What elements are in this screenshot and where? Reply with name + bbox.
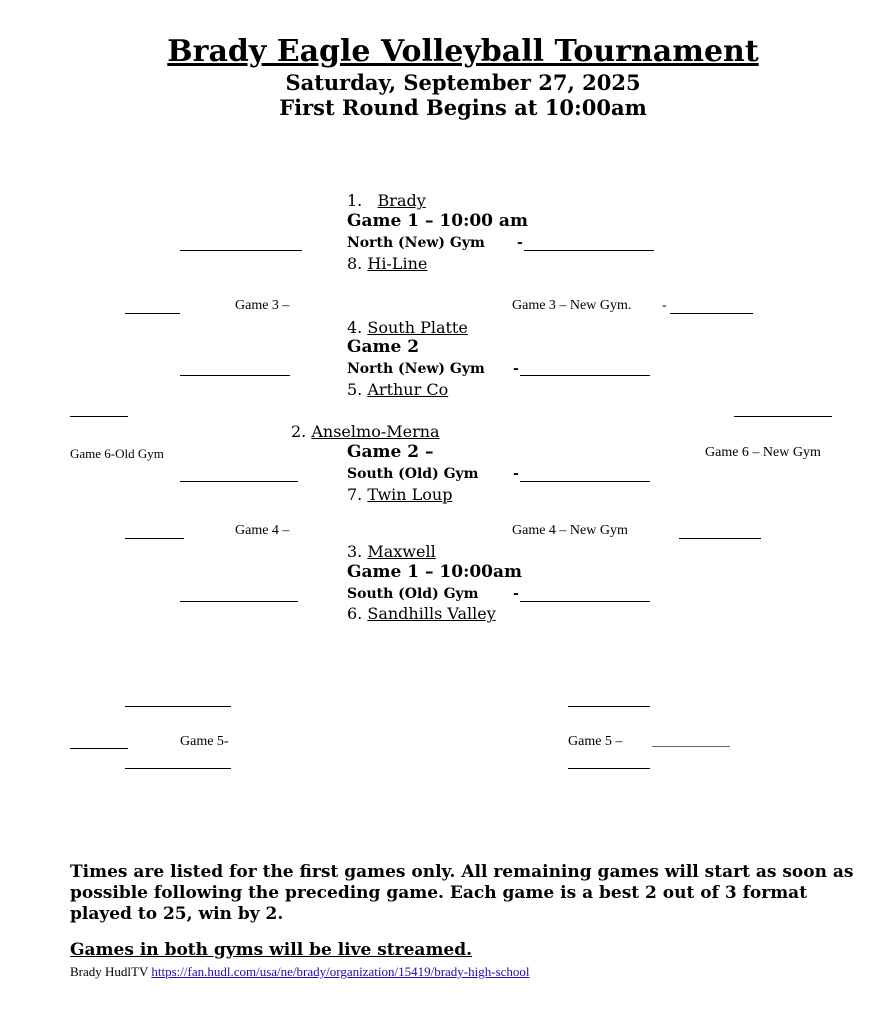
match-1-gym: North (New) Gym xyxy=(347,235,485,251)
game5-left-label: Game 5- xyxy=(180,734,229,749)
match-2-right-line xyxy=(520,375,650,376)
game5-right-label: Game 5 – xyxy=(568,734,623,749)
match-4-dash: - xyxy=(513,586,519,602)
match-4-game: Game 1 – 10:00am xyxy=(347,562,523,582)
match-1-team-b: 8. Hi-Line xyxy=(347,254,428,273)
game5-left-bottom-line xyxy=(125,768,231,769)
match-4-gym: South (Old) Gym xyxy=(347,586,479,602)
game4-right-label: Game 4 – New Gym xyxy=(512,523,628,538)
game4-right-line xyxy=(679,538,761,539)
match-4-team-a: 3. Maxwell xyxy=(347,542,436,561)
game6-right-label: Game 6 – New Gym xyxy=(705,445,821,460)
game3-right-dash: - xyxy=(662,298,667,313)
match-3-right-line xyxy=(520,481,650,482)
game3-right-line xyxy=(670,313,753,314)
match-2-gym: North (New) Gym xyxy=(347,361,485,377)
match-2-dash: - xyxy=(513,361,519,377)
game6-right-line xyxy=(734,416,832,417)
match-2-team-a: 4. South Platte xyxy=(347,318,468,337)
match-1-left-line xyxy=(180,250,302,251)
schedule-note: Times are listed for the first games only. All remaining games will start as soon as possible following the preceding game. Each game is a best 2 out of 3 format played to 25, win by 2. xyxy=(70,862,854,924)
match-3-gym: South (Old) Gym xyxy=(347,466,479,482)
stream-notice: Games in both gyms will be live streamed. xyxy=(70,940,473,960)
match-1-team-a: 1. Brady xyxy=(347,191,426,210)
match-4-left-line xyxy=(180,601,298,602)
game4-left-label: Game 4 – xyxy=(235,523,290,538)
game5-left-top-line xyxy=(125,706,231,707)
match-3-dash: - xyxy=(513,466,519,482)
game4-left-line xyxy=(125,538,184,539)
hudl-line xyxy=(70,964,530,980)
page-title: Brady Eagle Volleyball Tournament xyxy=(167,34,759,69)
match-2-team-b: 5. Arthur Co xyxy=(347,380,449,399)
game6-left-label: Game 6-Old Gym xyxy=(70,446,164,461)
match-1-right-line xyxy=(524,250,654,251)
game3-left-line xyxy=(125,313,180,314)
match-3-team-b: 7. Twin Loup xyxy=(347,485,453,504)
match-2-left-line xyxy=(180,375,290,376)
game3-left-label: Game 3 – xyxy=(235,298,290,313)
game5-right-winner-line xyxy=(652,746,730,747)
match-1-dash: - xyxy=(517,235,523,251)
match-1-game: Game 1 – 10:00 am xyxy=(347,211,528,231)
match-3-team-a: 2. Anselmo-Merna xyxy=(291,422,440,441)
game5-right-top-line xyxy=(568,706,650,707)
game5-left-winner-line xyxy=(70,748,128,749)
match-3-left-line xyxy=(180,481,298,482)
match-2-game: Game 2 xyxy=(347,337,420,357)
game5-right-bottom-line xyxy=(568,768,650,769)
game3-right-label: Game 3 – New Gym. xyxy=(512,298,632,313)
match-4-team-b: 6. Sandhills Valley xyxy=(347,604,496,623)
tournament-date: Saturday, September 27, 2025 xyxy=(285,70,641,95)
hudl-link[interactable]: https://fan.hudl.com/usa/ne/brady/organization/15419/brady-high-school xyxy=(151,964,530,979)
game6-left-line xyxy=(70,416,128,417)
first-round-start: First Round Begins at 10:00am xyxy=(279,95,647,120)
match-4-right-line xyxy=(520,601,650,602)
match-3-game: Game 2 – xyxy=(347,442,434,462)
hudl-label: Brady HudlTV xyxy=(70,964,149,979)
